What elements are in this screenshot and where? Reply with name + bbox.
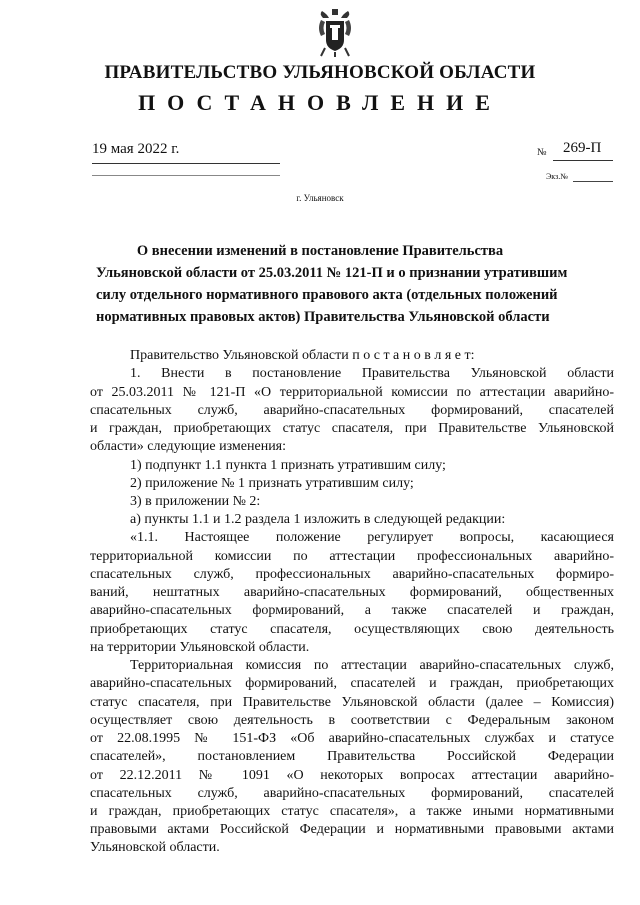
- body-line: Ульяновской области.: [90, 840, 220, 855]
- body-line: и граждан, приобретающих статус спасателя, при Правительстве Ульяновской: [90, 421, 614, 436]
- copy-number-underline: [573, 181, 613, 182]
- body-line: от 25.03.2011 № 121-П «О территориальной комиссии по аттестации аварийно-: [90, 385, 614, 400]
- body-line: 2) приложение № 1 признать утратившим силу;: [130, 476, 414, 491]
- body-line: от 22.08.1995 № 151-ФЗ «Об аварийно-спасательных службах и статусе: [90, 731, 614, 746]
- body-line: статус спасателя, при Правительстве Ульяновской области (далее – Комиссия): [90, 695, 614, 710]
- date-underline-secondary: [92, 175, 280, 176]
- document-type-title: ПОСТАНОВЛЕНИЕ: [138, 90, 502, 115]
- subject-line: силу отдельного нормативного правового акта (отдельных положений: [96, 287, 558, 303]
- document-date: 19 мая 2022 г.: [92, 141, 180, 157]
- body-line: области» следующие изменения:: [90, 439, 287, 454]
- body-line: ваний, нештатных аварийно-спасательных формирований, общественных: [90, 585, 614, 600]
- body-line: спасательных служб, профессиональных аварийно-спасательных формиро-: [90, 567, 614, 582]
- body-line: а) пункты 1.1 и 1.2 раздела 1 изложить в следующей редакции:: [130, 512, 506, 527]
- government-title: ПРАВИТЕЛЬСТВО УЛЬЯНОВСКОЙ ОБЛАСТИ: [104, 62, 536, 83]
- body-line: на территории Ульяновской области.: [90, 640, 310, 655]
- body-line: аварийно-спасательных формирований, а также спасателей и граждан,: [90, 603, 614, 618]
- body-line: 1. Внести в постановление Правительства Ульяновской области: [130, 366, 614, 381]
- document-subject: [96, 240, 568, 328]
- body-line: от 22.12.2011 № 1091 «О некоторых вопросах аттестации аварийно-: [90, 768, 614, 783]
- subject-line: О внесении изменений в постановление Правительства: [136, 243, 504, 259]
- body-line: осуществляет свою деятельность в соответствии с Федеральным законом: [90, 713, 614, 728]
- body-line: правовыми актами Российской Федерации и нормативными правовыми актами: [90, 822, 614, 837]
- issue-city: г. Ульяновск: [296, 193, 344, 203]
- coat-of-arms-emblem: [315, 8, 355, 58]
- body-line: аварийно-спасательных формирований, спасателей и граждан, приобретающих: [90, 676, 614, 691]
- number-sign: №: [537, 147, 547, 158]
- subject-line: нормативных правовых актов) Правительства Ульяновской области: [96, 309, 550, 325]
- body-line: Правительство Ульяновской области п о с т а н о в л я е т:: [130, 348, 475, 363]
- subject-line: Ульяновской области от 25.03.2011 № 121-П и о признании утратившим: [96, 265, 568, 281]
- body-line: 3) в приложении № 2:: [130, 494, 261, 509]
- body-line: «1.1. Настоящее положение регулирует вопросы, касающиеся: [130, 530, 614, 545]
- number-underline: [553, 160, 613, 161]
- body-line: Территориальная комиссия по аттестации аварийно-спасательных служб,: [130, 658, 614, 673]
- copy-number-label: Экз.№: [546, 172, 568, 181]
- body-line: спасателей», постановлением Правительства Российской Федерации: [90, 749, 614, 764]
- body-line: спасательных служб, аварийно-спасательных формирований, спасателей: [90, 786, 614, 801]
- body-line: спасательных служб, аварийно-спасательных формирований, спасателей: [90, 403, 614, 418]
- body-line: территориальной комиссии по аттестации профессиональных аварийно-: [90, 549, 614, 564]
- body-line: приобретающих статус спасателя, осуществляющих свою деятельность: [90, 622, 614, 637]
- body-line: и граждан, приобретающих статус спасателя», а также иными нормативными: [90, 804, 614, 819]
- body-line: 1) подпункт 1.1 пункта 1 признать утратившим силу;: [130, 458, 446, 473]
- date-underline: [92, 163, 280, 164]
- document-number: 269-П: [563, 140, 602, 156]
